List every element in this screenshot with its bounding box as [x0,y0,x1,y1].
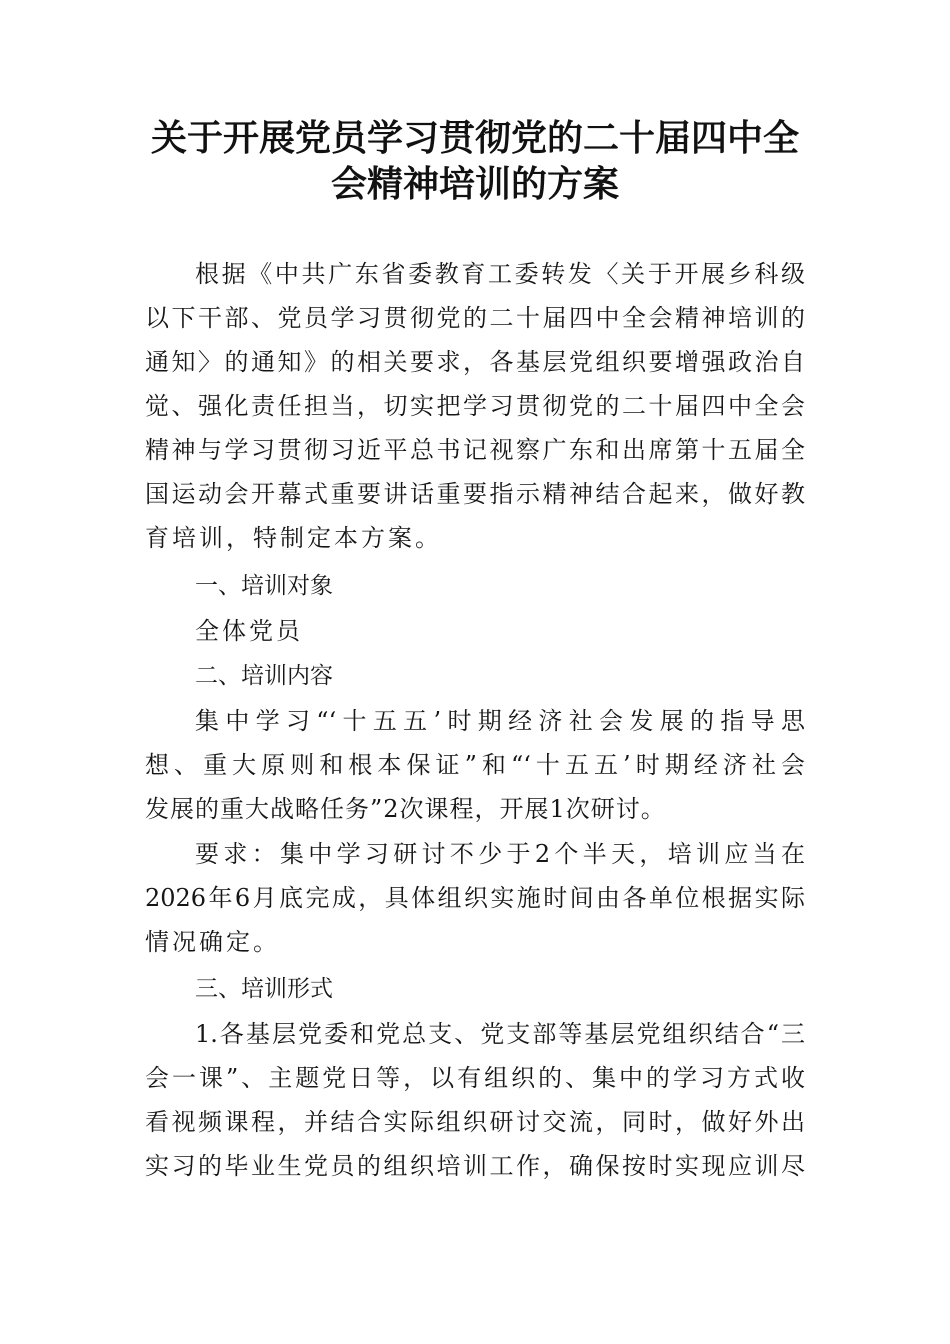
intro-line-6: 国运动会开幕式重要讲话重要指示精神结合起来，做好教 [145,480,805,508]
section-heading-training-format: 三、培训形式 [195,976,333,1002]
document-title-line-2: 会精神培训的方案 [330,163,619,205]
intro-line-1: 根据《中共广东省委教育工委转发〈关于开展乡科级 [195,260,805,288]
format-item1-line-1: 1.各基层党委和党总支、党支部等基层党组织结合“三 [195,1020,805,1048]
section-heading-target-audience: 一、培训对象 [195,573,333,599]
content-line-1: 集中学习“‘十五五’时期经济社会发展的指导思 [195,707,805,735]
format-item1-line-4: 实习的毕业生党员的组织培训工作，确保按时实现应训尽 [145,1152,805,1180]
content-line-3: 发展的重大战略任务”2次课程，开展1次研讨。 [145,795,666,823]
requirement-line-2: 2026年6月底完成，具体组织实施时间由各单位根据实际 [145,884,805,912]
format-item1-line-3: 看视频课程，并结合实际组织研讨交流，同时，做好外出 [145,1108,805,1136]
requirement-line-3: 情况确定。 [145,928,280,956]
section-heading-training-content: 二、培训内容 [195,663,333,689]
requirement-line-1: 要求：集中学习研讨不少于2个半天，培训应当在 [195,840,805,868]
intro-line-2: 以下干部、党员学习贯彻党的二十届四中全会精神培训的 [145,304,805,332]
content-line-2: 想、重大原则和根本保证”和“‘十五五’时期经济社会 [145,751,805,779]
format-item1-line-2: 会一课”、主题党日等，以有组织的、集中的学习方式收 [145,1064,805,1092]
section-body-target-audience: 全体党员 [195,617,303,645]
intro-line-4: 觉、强化责任担当，切实把学习贯彻党的二十届四中全会 [145,392,805,420]
intro-line-5: 精神与学习贯彻习近平总书记视察广东和出席第十五届全 [145,436,805,464]
intro-line-3: 通知〉的通知》的相关要求，各基层党组织要增强政治自 [145,348,805,376]
document-title-line-1: 关于开展党员学习贯彻党的二十届四中全 [150,117,799,159]
intro-line-7: 育培训，特制定本方案。 [145,524,442,552]
